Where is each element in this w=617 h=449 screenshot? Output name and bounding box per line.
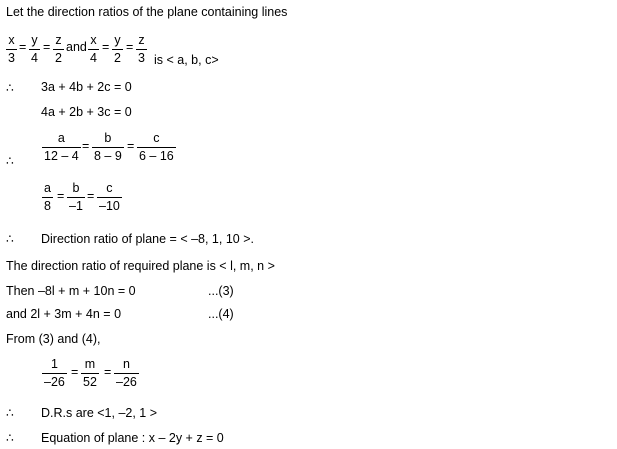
denominator: 8 – 9 xyxy=(94,148,122,163)
numerator: x xyxy=(8,33,15,47)
numerator: 1 xyxy=(50,357,58,371)
fraction-x-3 xyxy=(6,34,17,64)
equation-4: and 2l + 3m + 4n = 0 xyxy=(6,307,122,321)
and-word: and xyxy=(66,40,87,54)
plane-equation: Equation of plane : x – 2y + z = 0 xyxy=(41,431,224,445)
equation-4-tag: ...(4) xyxy=(208,307,234,321)
fraction-z-2 xyxy=(53,34,64,64)
numerator: z xyxy=(138,33,145,47)
fraction-a xyxy=(42,132,81,162)
denominator: 12 – 4 xyxy=(44,148,79,163)
direction-ratio-label: is < a, b, c> xyxy=(154,53,219,67)
denominator: 6 – 16 xyxy=(139,148,174,163)
fraction-1-minus-26 xyxy=(42,358,67,388)
fraction-c-minus-10 xyxy=(97,182,122,212)
denominator: –1 xyxy=(69,198,83,213)
denominator: 4 xyxy=(90,50,97,65)
denominator: –10 xyxy=(99,198,120,213)
numerator: c xyxy=(106,181,113,195)
equals-sign: = xyxy=(71,365,79,379)
equals-sign: = xyxy=(43,40,51,54)
equals-sign: = xyxy=(82,139,90,153)
numerator: x xyxy=(90,33,97,47)
equals-sign: = xyxy=(126,40,134,54)
numerator: b xyxy=(104,131,112,145)
numerator: a xyxy=(44,181,51,195)
therefore-symbol: ∴ xyxy=(6,406,14,420)
denominator: 2 xyxy=(114,50,121,65)
direction-ratios-result: D.R.s are <1, –2, 1 > xyxy=(41,406,158,420)
fraction-b-minus-1 xyxy=(67,182,85,212)
numerator: m xyxy=(84,357,96,371)
denominator: 3 xyxy=(8,50,15,65)
equals-sign: = xyxy=(127,139,135,153)
fraction-b xyxy=(92,132,124,162)
denominator: 4 xyxy=(31,50,38,65)
equation-3: Then –8l + m + 10n = 0 xyxy=(6,284,136,298)
numerator: y xyxy=(31,33,38,47)
denominator: 2 xyxy=(55,50,62,65)
fraction-y-4 xyxy=(29,34,40,64)
intro-text: Let the direction ratios of the plane containing lines xyxy=(6,5,288,19)
fraction-z-3 xyxy=(136,34,147,64)
equals-sign: = xyxy=(57,189,65,203)
denominator: –26 xyxy=(44,374,65,389)
therefore-symbol: ∴ xyxy=(6,431,14,445)
numerator: b xyxy=(72,181,80,195)
equals-sign: = xyxy=(87,189,95,203)
numerator: n xyxy=(122,357,130,371)
denominator: 52 xyxy=(83,374,97,389)
fraction-m-52 xyxy=(81,358,99,388)
fraction-n-minus-26 xyxy=(114,358,139,388)
equation-1: 3a + 4b + 2c = 0 xyxy=(41,80,132,94)
fraction-y-2 xyxy=(112,34,123,64)
therefore-symbol: ∴ xyxy=(6,81,14,95)
numerator: a xyxy=(57,131,65,145)
therefore-symbol: ∴ xyxy=(6,232,14,246)
equation-2: 4a + 2b + 3c = 0 xyxy=(41,105,132,119)
denominator: 8 xyxy=(44,198,51,213)
fraction-a-8 xyxy=(42,182,53,212)
required-plane-text: The direction ratio of required plane is < l, m, n > xyxy=(6,259,275,273)
equals-sign: = xyxy=(104,365,112,379)
from-text: From (3) and (4), xyxy=(6,332,101,346)
fraction-c xyxy=(137,132,176,162)
numerator: y xyxy=(114,33,121,47)
denominator: –26 xyxy=(116,374,137,389)
numerator: c xyxy=(153,131,160,145)
therefore-symbol: ∴ xyxy=(6,154,14,168)
direction-ratio-plane: Direction ratio of plane = < –8, 1, 10 >. xyxy=(41,232,254,246)
numerator: z xyxy=(55,33,62,47)
denominator: 3 xyxy=(138,50,145,65)
fraction-x-4 xyxy=(88,34,99,64)
equation-3-tag: ...(3) xyxy=(208,284,234,298)
equals-sign: = xyxy=(19,40,27,54)
equals-sign: = xyxy=(102,40,110,54)
